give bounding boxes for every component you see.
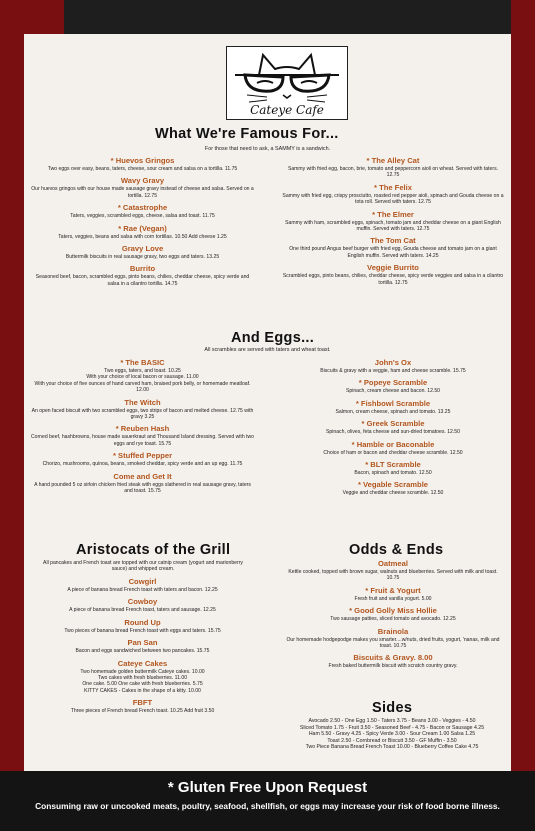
menu-item-description: Sammy with fried egg, crispy prosciutto, roasted red pepper aioli, spinach and Gouda cheese on a tota roll. Served with taters. 12.75 [282, 192, 504, 206]
menu-item-name: * Popeye Scramble [358, 378, 428, 388]
menu-item-name: * Reuben Hash [115, 424, 170, 434]
eggs-left-column [30, 358, 255, 498]
menu-item-description: Spinach, cream cheese and bacon. 12.50 [345, 388, 440, 395]
cafe-logo [226, 46, 348, 120]
menu-item [282, 210, 504, 233]
top-bar-red-right [511, 0, 535, 34]
menu-item-description: One third pound Angus beef burger with fried egg, Gouda cheese and tomato jam on a giant English muffin. Served with taters. 14.25 [289, 246, 497, 259]
menu-item [282, 460, 504, 476]
menu-item [30, 358, 255, 394]
sides-line: Sliced Tomato 1.75 - Fruit 3.50 - Seasoned Beef - 4.75 - Bacon or Sausage 4.25 [299, 724, 485, 731]
grill-title: Aristocats of the Grill [76, 542, 231, 558]
food-safety-warning: Consuming raw or uncooked meats, poultry, seafood, shellfish, or eggs may increase your risk of food borne illness. [35, 801, 500, 811]
menu-item-name: * Hamble or Baconable [351, 439, 435, 449]
menu-item-description: Fresh fruit and vanilla yogurt. 5.00 [354, 595, 432, 602]
menu-item [282, 653, 504, 669]
menu-item-name: Brainola [377, 626, 409, 636]
menu-item-description: Fresh baked buttermilk biscuit with scratch country gravy. [328, 663, 458, 670]
menu-item [30, 244, 255, 260]
menu-item-name: * The BASIC [120, 358, 165, 367]
menu-item [282, 156, 504, 179]
menu-item-description: Sammy with ham, scrambled eggs, spinach, tomato jam and cheddar cheese on a giant English muffin. Served with taters. 12.75 [285, 219, 501, 233]
menu-item-description: Taters, veggies, scrambled eggs, cheese, salsa and toast. 11.75 [70, 213, 215, 220]
menu-item-name: * Fishbowl Scramble [355, 398, 431, 408]
menu-item-name: Gravy Love [121, 244, 164, 254]
menu-item [30, 176, 255, 199]
famous-right-column [282, 156, 504, 290]
menu-item [282, 263, 504, 286]
menu-item [30, 451, 255, 467]
menu-item-description: Chorizo, mushrooms, quinoa, beans, smoked cheddar, spicy verde and an up egg. 11.75 [42, 461, 243, 468]
eggs-title: And Eggs... [231, 330, 315, 346]
menu-item-description: Our homemade hodgepodge makes you smarter....w/nuts, dried fruits, yogurt, 'nanas, milk and toast. 10.75 [286, 636, 500, 650]
eggs-right-column [282, 358, 504, 501]
menu-item-description: Choice of ham or bacon and cheddar cheese scramble. 12.50 [323, 449, 463, 456]
menu-item [282, 586, 504, 602]
menu-item-name: John's Ox [374, 358, 412, 367]
menu-item-name: Veggie Burrito [367, 263, 419, 273]
menu-item [282, 480, 504, 496]
menu-item-name: Oatmeal [378, 559, 408, 568]
menu-item-description: Bacon, spinach and tomato. 12.50 [354, 470, 432, 477]
menu-item-name: Pan San [127, 638, 158, 648]
menu-item-name: Biscuits & Gravy. 8.00 [353, 653, 433, 663]
menu-item-description: A piece of banana bread French toast, taters and sausage. 12.25 [69, 607, 216, 614]
menu-item-description: Salmon, cream cheese, spinach and tomato. 13.25 [335, 408, 451, 415]
menu-item-description: Corned beef, hashbrowns, house made sauerkraut and Thousand Island dressing. Served with two eggs and rye toast. 15.75 [30, 434, 255, 447]
menu-item-name: * Huevos Gringos [110, 156, 175, 165]
menu-item-name: Cowboy [127, 597, 158, 607]
menu-item-name: Cowgirl [128, 577, 157, 586]
menu-item-name: * Greek Scramble [361, 419, 425, 429]
menu-item [282, 358, 504, 374]
menu-item [30, 472, 255, 495]
famous-subtitle: For those that need to ask, a SAMMY is a sandwich. [204, 146, 331, 152]
menu-item [282, 399, 504, 415]
menu-item [282, 183, 504, 206]
sides-line: Two Piece Banana Bread French Toast 10.00 - Blueberry Coffee Cake 4.75 [305, 744, 479, 751]
gluten-free-note: * Gluten Free Upon Request [167, 779, 368, 796]
menu-item [282, 440, 504, 456]
menu-item-name: * Rae (Vegan) [118, 223, 167, 233]
menu-item [30, 698, 255, 714]
menu-item-name: * The Alley Cat [366, 156, 420, 165]
menu-item-name: * Stuffed Pepper [112, 451, 173, 461]
menu-item [30, 618, 255, 634]
famous-title: What We're Famous For... [155, 126, 339, 142]
menu-item-name: The Witch [124, 397, 161, 407]
menu-item [282, 236, 504, 259]
menu-item-description: Buttermilk biscuits in real sausage gravy, two eggs and taters. 13.25 [65, 254, 220, 261]
menu-item-name: Wavy Gravy [120, 176, 165, 186]
menu-item [30, 203, 255, 219]
menu-item [30, 638, 255, 654]
footer-bar [0, 771, 535, 831]
grill-column [30, 577, 255, 719]
menu-item-description: Two sausage patties, sliced tomato and avocado. 12.25 [330, 616, 456, 623]
menu-item [282, 627, 504, 650]
menu-item-name: * Fruit & Yogurt [365, 585, 421, 595]
menu-item [30, 398, 255, 421]
menu-item [30, 224, 255, 240]
menu-item-description: Two pieces of banana bread French toast with eggs and taters. 15.75 [64, 627, 221, 634]
cat-glasses-icon [227, 47, 347, 105]
menu-paper [24, 34, 511, 771]
menu-item-description: A hand pounded 5 oz sirloin chicken fried steak with eggs slathered in real sausage gravy, taters and toast. 15.75 [34, 481, 251, 495]
sides-title: Sides [372, 700, 413, 716]
menu-item-name: FBFT [132, 698, 153, 708]
menu-item [30, 597, 255, 613]
menu-item-name: * Vegable Scramble [357, 480, 429, 490]
menu-item-name: * The Elmer [372, 209, 414, 219]
menu-item-description: An open faced biscuit with two scrambled eggs, two strips of bacon and melted cheese. 12.75 with gravy 3.25 [31, 407, 254, 421]
menu-item-name: The Tom Cat [370, 236, 416, 246]
sides-line: Avocado 2.50 - One Egg 1.50 - Taters 3.75 - Beans 3.00 - Veggies - 4.50 [308, 718, 476, 724]
menu-item [30, 577, 255, 593]
menu-item [282, 559, 504, 582]
menu-item-description: Scrambled eggs, pinto beans, chilies, cheddar cheese, spicy verde veggies and salsa in a cilantro tortilla. 12.75 [282, 273, 504, 286]
menu-item-description: Biscuits & gravy with a veggie, ham and cheese scramble. 15.75 [320, 368, 466, 374]
menu-item-name: * The Felix [374, 182, 412, 192]
odds-column [282, 559, 504, 674]
top-bar [0, 0, 535, 34]
menu-item-name: * Good Golly Miss Hollie [349, 606, 437, 616]
menu-item-description: Taters, veggies, beans and salsa with corn tortillas. 10.50 Add cheese 1.25 [58, 233, 227, 240]
menu-item-description: A piece of banana bread French toast with taters and bacon. 12.25 [67, 587, 218, 593]
menu-item-description: Two eggs, taters, and toast. 10.25 With your choice of local bacon or sausage. 11.00 With your choice of five ounces of hand carved ham, braised pork belly, or homemade meatloaf. 12.00 [34, 368, 251, 394]
menu-item-description: Veggie and cheddar cheese scramble. 12.50 [342, 490, 444, 497]
menu-item-description: Sammy with fried egg, bacon, brie, tomato and peppercorn aioli on wheat. Served with taters. 12.75 [287, 166, 499, 179]
top-bar-red-left [0, 0, 64, 34]
odds-title: Odds & Ends [349, 542, 444, 558]
grill-subtitle: All pancakes and French toast are topped with our catnip cream (yogurt and marionberry sauce) and whipped cream. [43, 560, 243, 573]
menu-item-name: Round Up [124, 617, 161, 627]
menu-item [30, 156, 255, 172]
menu-item-name: Cateye Cakes [117, 658, 168, 668]
sides-list [274, 718, 510, 751]
famous-left-column [30, 156, 255, 291]
menu-item [282, 419, 504, 435]
menu-item-name: * Catastrophe [117, 203, 168, 213]
menu-item-name: Burrito [129, 264, 156, 274]
menu-item [30, 659, 255, 695]
menu-item-description: Our huevos gringos with our house made sausage gravy instead of cheese and salsa. Served on a tortilla. 12.75 [31, 186, 254, 199]
menu-item [30, 424, 255, 447]
menu-item-description: Seasoned beef, bacon, scrambled eggs, pinto beans, chilies, cheddar cheese, spicy verde and salsa in a cilantro tortilla. 14.75 [35, 274, 250, 287]
sides-line: Toast 2.50 - Cornbread or Biscuit 3.50 - GF Muffin - 3.50 [327, 737, 457, 744]
sides-line: Ham 5.50 - Gravy 4.25 - Spicy Verde 3.00 - Sour Cream 1.00 Salsa 1.25 [308, 731, 476, 738]
menu-item-description: Two eggs over easy, beans, taters, cheese, sour cream and salsa on a tortilla. 11.75 [47, 166, 238, 172]
eggs-subtitle: All scrambles are served with taters and wheat toast. [204, 347, 331, 353]
menu-item-name: * BLT Scramble [365, 460, 421, 470]
menu-item [30, 264, 255, 287]
menu-item-description: Three pieces of French bread French toast. 10.25 Add fruit 3.50 [70, 708, 215, 715]
logo-text: Cateye Cafe [250, 103, 324, 117]
menu-item-description: Kettle cooked, topped with brown sugar, walnuts and blueberries. Served with milk and toast. 10.75 [288, 569, 498, 582]
menu-item-description: Spinach, olives, feta cheese and sun-dried tomatoes. 12.50 [326, 429, 460, 436]
menu-item-description: Two homemade golden buttermilk Cateye cakes. 10.00 Two cakes with fresh blueberries. 11.00 One cake. 5.00 One cake with fresh blueberries. 5.75 KITTY CAKES - Cakes in the shape of a kitty. 10.00 [80, 668, 205, 694]
menu-item-name: Come and Get It [113, 471, 172, 481]
menu-item [282, 606, 504, 622]
menu-item [282, 378, 504, 394]
menu-item-description: Bacon and eggs sandwiched between two pancakes. 15.75 [75, 648, 210, 655]
